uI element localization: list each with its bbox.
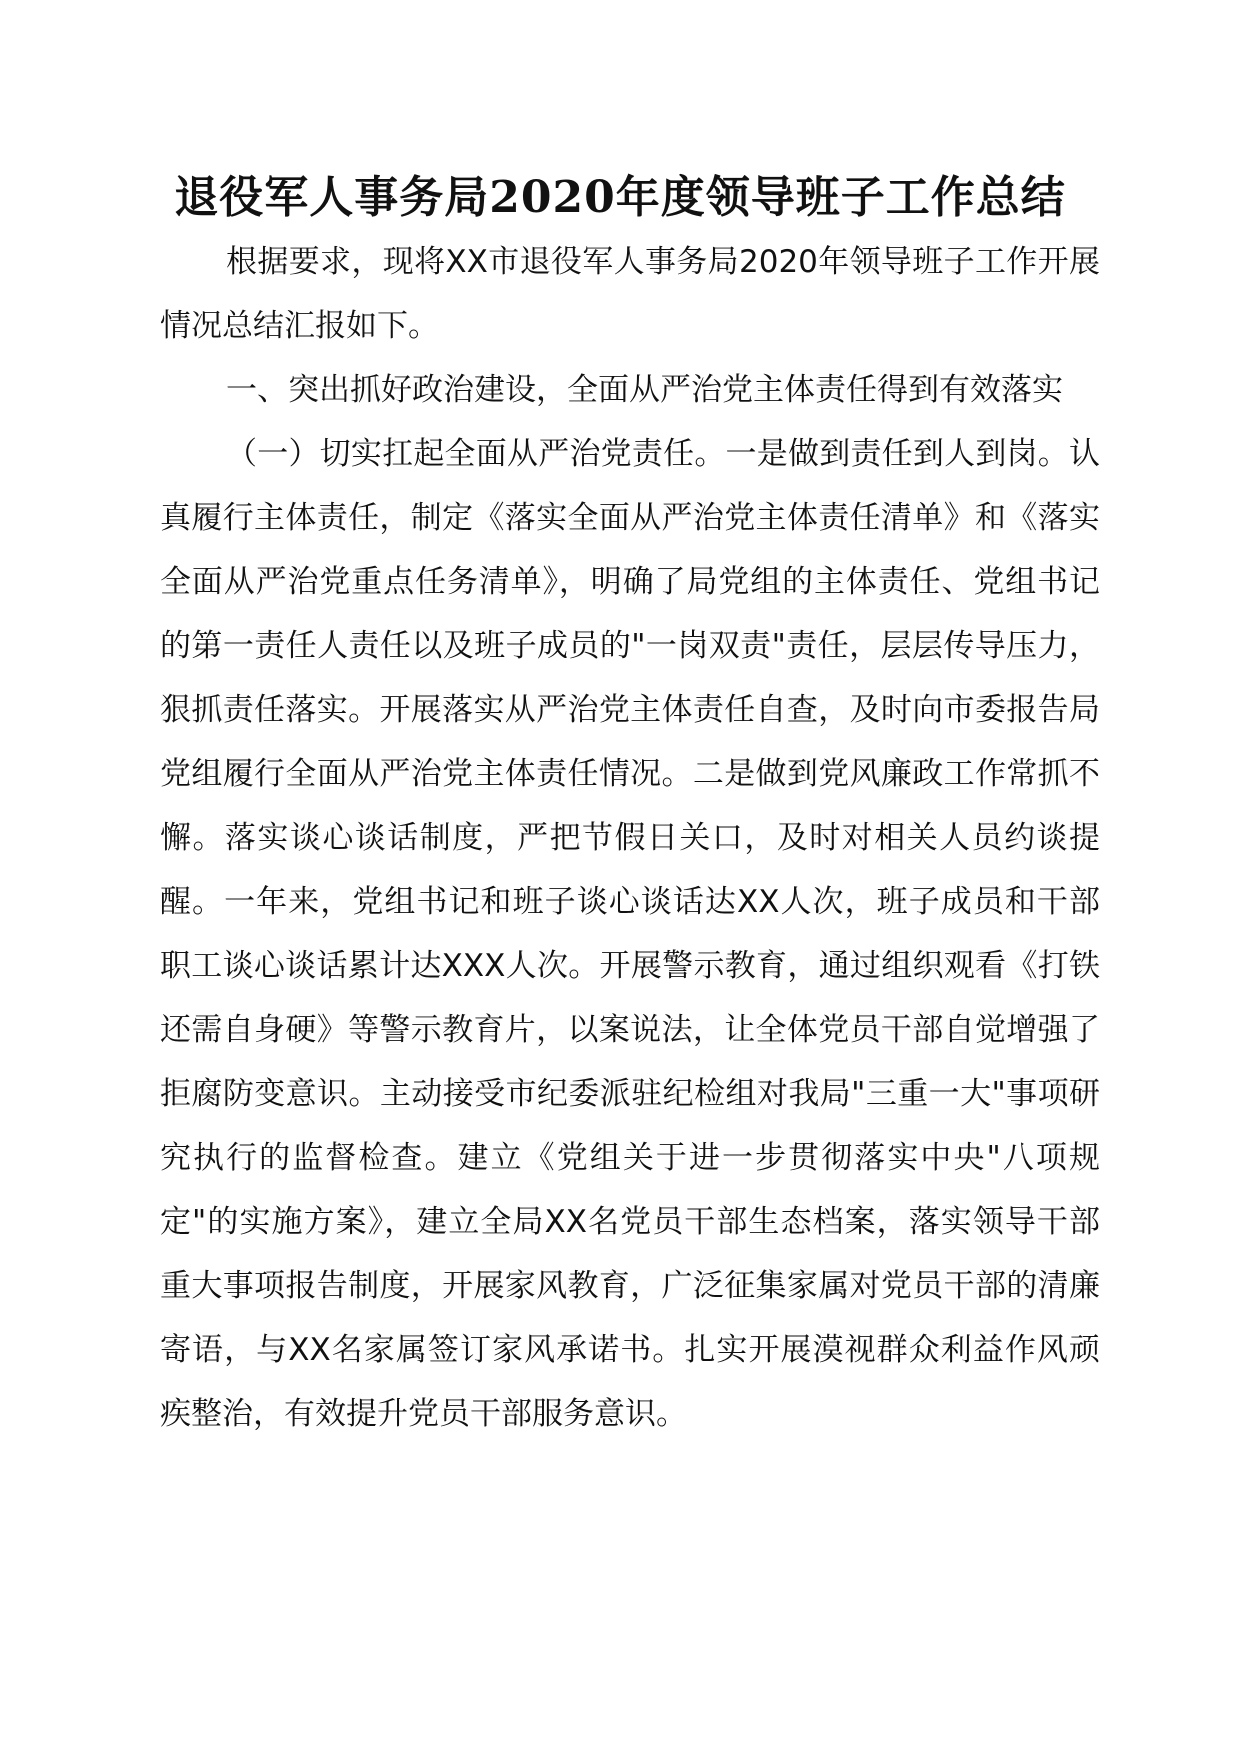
- subsection-paragraph: （一）切实扛起全面从严治党责任。一是做到责任到人到岗。认真履行主体责任，制定《落实全面从严治党主体责任清单》和《落实全面从严治党重点任务清单》，明确了局党组的主体责任、党组书记的第一责任人责任以及班子成员的"一岗双责"责任，层层传导压力，狠抓责任落实。开展落实从严治党主体责任自查，及时向市委报告局党组履行全面从严治党主体责任情况。二是做到党风廉政工作常抓不懈。落实谈心谈话制度，严把节假日关口，及时对相关人员约谈提醒。一年来，党组书记和班子谈心谈话达XX人次，班子成员和干部职工谈心谈话累计达XXX人次。开展警示教育，通过组织观看《打铁还需自身硬》等警示教育片，以案说法，让全体党员干部自觉增强了拒腐防变意识。主动接受市纪委派驻纪检组对我局"三重一大"事项研究执行的监督检查。建立《党组关于进一步贯彻落实中央"八项规定"的实施方案》，建立全局XX名党员干部生态档案，落实领导干部重大事项报告制度，开展家风教育，广泛征集家属对党员干部的清廉寄语，与XX名家属签订家风承诺书。扎实开展漠视群众利益作风顽疾整治，有效提升党员干部服务意识。: [160, 436, 1100, 1432]
- section-heading: 一、突出抓好政治建设，全面从严治党主体责任得到有效落实: [226, 372, 1063, 408]
- document-title: 退役军人事务局2020年度领导班子工作总结: [174, 172, 1066, 223]
- intro-paragraph: 根据要求，现将XX市退役军人事务局2020年领导班子工作开展情况总结汇报如下。: [160, 244, 1100, 344]
- document-body: [160, 230, 1100, 1446]
